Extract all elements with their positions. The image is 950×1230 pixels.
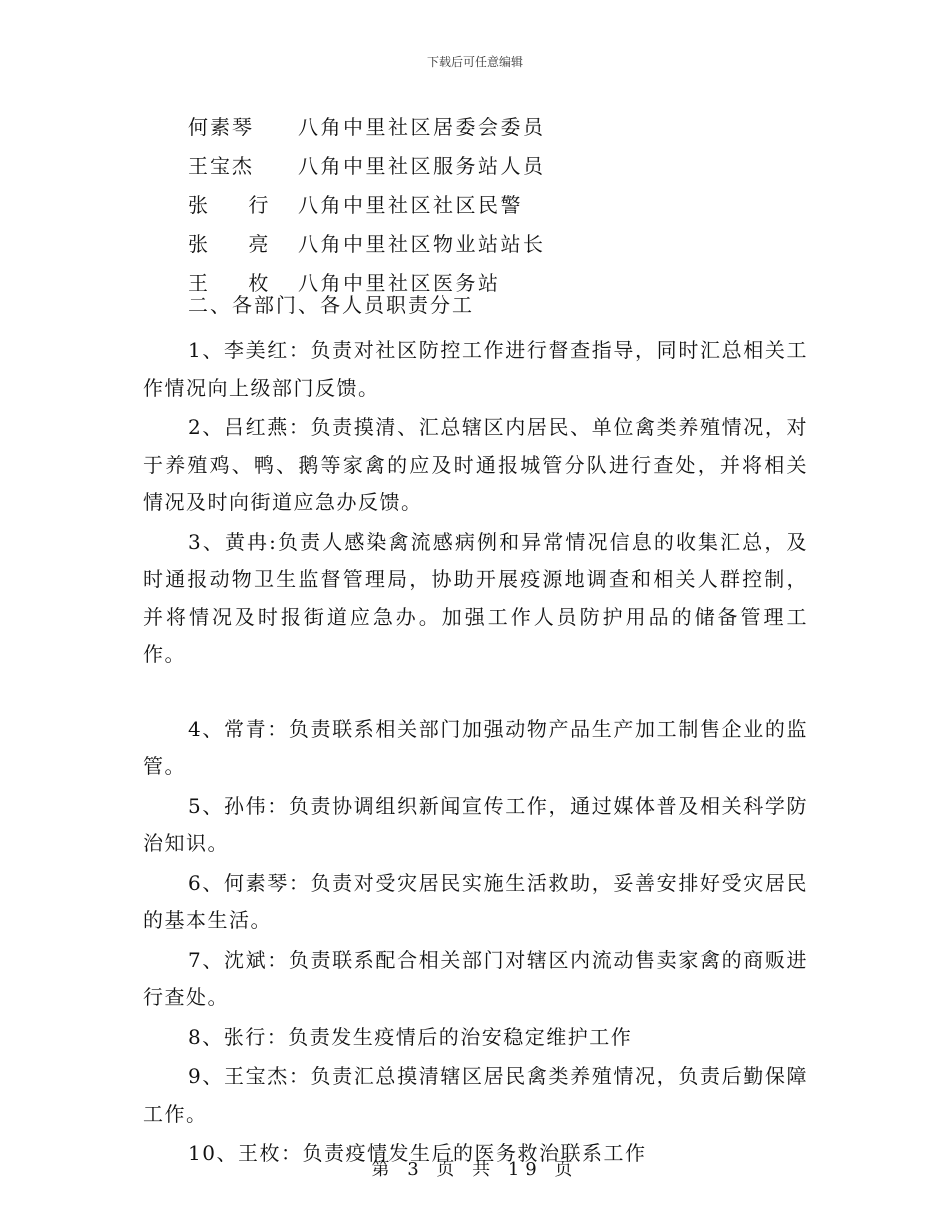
duty-item: 10、王枚：负责疫情发生后的医务救治联系工作 bbox=[188, 1141, 647, 1165]
roster-name: 王宝杰 bbox=[188, 154, 254, 178]
duty-item: 4、常青：负责联系相关部门加强动物产品生产加工制售企业的监管。 bbox=[143, 716, 808, 778]
header-note: 下载后可任意编辑 bbox=[426, 55, 523, 69]
roster-role: 八角中里社区居委会委员 bbox=[298, 115, 546, 139]
duty-item: 2、吕红燕：负责摸清、汇总辖区内居民、单位禽类养殖情况，对于养殖鸡、鸭、鹅等家禽的应及时通报城管分队进行查处，并将相关情况及时向街道应急办反馈。 bbox=[143, 415, 808, 514]
roster-name: 何素琴 bbox=[188, 115, 254, 139]
duty-item: 8、张行：负责发生疫情后的治安稳定维护工作 bbox=[188, 1024, 633, 1049]
page-number-footer: 第 3 页 共 19 页 bbox=[371, 1159, 579, 1180]
duty-list bbox=[143, 332, 808, 1175]
duty-item: 9、王宝杰：负责汇总摸清辖区居民禽类养殖情况，负责后勤保障工作。 bbox=[143, 1064, 808, 1126]
roster-name: 张 亮 bbox=[188, 232, 286, 256]
duty-item: 1、李美红：负责对社区防控工作进行督查指导，同时汇总相关工作情况向上级部门反馈。 bbox=[143, 338, 808, 400]
roster-role: 八角中里社区物业站站长 bbox=[298, 232, 546, 256]
roster-role: 八角中里社区医务站 bbox=[298, 271, 501, 295]
duty-item: 5、孙伟：负责协调组织新闻宣传工作，通过媒体普及相关科学防治知识。 bbox=[143, 793, 808, 855]
roster-name: 王 枚 bbox=[188, 271, 286, 295]
section-heading: 二、各部门、各人员职责分工 bbox=[188, 293, 474, 317]
roster-role: 八角中里社区社区民警 bbox=[298, 193, 523, 217]
duty-item: 6、何素琴：负责对受灾居民实施生活救助，妥善安排好受灾居民的基本生活。 bbox=[143, 870, 808, 932]
roster-role: 八角中里社区服务站人员 bbox=[298, 154, 546, 178]
duty-item: 3、黄冉:负责人感染禽流感病例和异常情况信息的收集汇总，及时通报动物卫生监督管理局，协助开展疫源地调查和相关人群控制，并将情况及时报街道应急办。加强工作人员防护用品的储备管理工作。 bbox=[143, 529, 808, 666]
roster-name: 张 行 bbox=[188, 193, 286, 217]
duty-item: 7、沈斌：负责联系配合相关部门对辖区内流动售卖家禽的商贩进行查处。 bbox=[143, 947, 808, 1009]
